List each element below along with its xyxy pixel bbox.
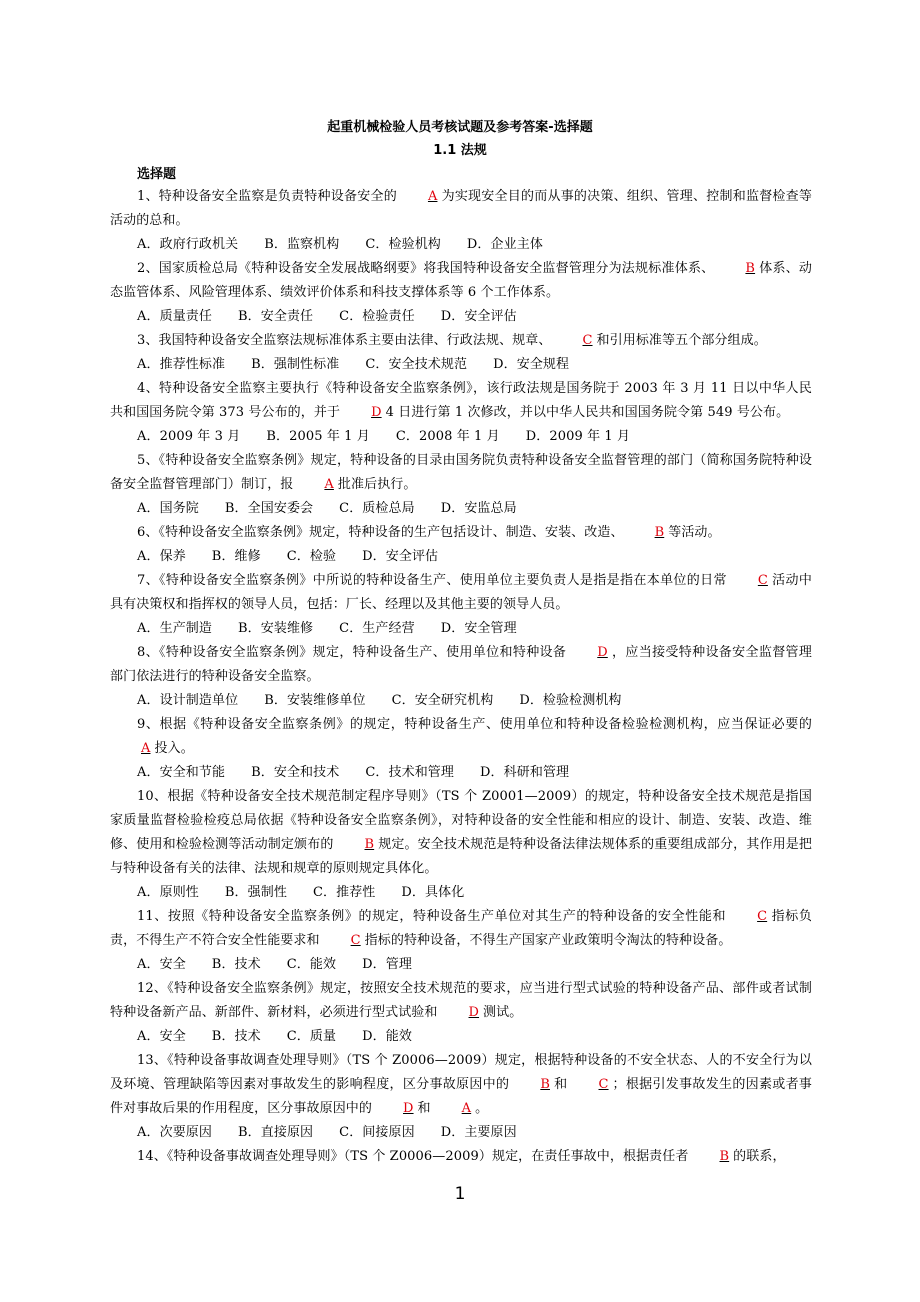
answer-blank: C (350, 933, 361, 948)
answer-blank: D (468, 1005, 480, 1020)
options-3 (110, 353, 812, 377)
answer-blank: B (540, 1077, 550, 1092)
option-item: D．安全评估 (440, 309, 517, 324)
question-12: 12、《特种设备安全监察条例》规定，按照安全技术规范的要求，应当进行型式试验的特种设备产品、部件或者试制特种设备新产品、新部件、新材料，必须进行型式试验和 D 测试。 (110, 977, 812, 1025)
options-1 (110, 233, 812, 257)
option-item: D．安全管理 (440, 621, 517, 636)
question-8: 8、《特种设备安全监察条例》规定，特种设备生产、使用单位和特种设备 D ，应当接受特种设备安全监督管理部门依法进行的特种设备安全监察。 (110, 641, 812, 689)
option-item: D．2009 年 1 月 (525, 429, 631, 444)
section-heading: 选择题 (137, 167, 177, 182)
question-11: 11、按照《特种设备安全监察条例》的规定，特种设备生产单位对其生产的特种设备的安全性能和 C 指标负责，不得生产不符合安全性能要求和 C 指标的特种设备，不得生产国家产业政策明令淘汰的特种设备。 (110, 905, 812, 953)
option-item: C．安全研究机构 (391, 693, 494, 708)
option-item: A．国务院 (137, 501, 199, 516)
question-1: 1、特种设备安全监察是负责特种设备安全的 A 为实现安全目的而从事的决策、组织、管理、控制和监督检查等活动的总和。 (110, 185, 812, 233)
options-4 (110, 425, 812, 449)
option-item: A．生产制造 (137, 621, 212, 636)
option-item: D．安全规程 (493, 357, 570, 372)
options-2 (110, 305, 812, 329)
option-item: B．全国安委会 (224, 501, 314, 516)
option-item: C．质检总局 (339, 501, 415, 516)
answer-blank: B (719, 1149, 730, 1164)
options-8 (110, 689, 812, 713)
answer-blank: A (427, 189, 438, 204)
answer-blank: D (371, 405, 382, 420)
option-item: B．安全责任 (238, 309, 314, 324)
section-title: 1.1 法规 (433, 143, 487, 158)
option-item: A．设计制造单位 (137, 693, 239, 708)
question-3: 3、我国特种设备安全监察法规标准体系主要由法律、行政法规、规章、 C 和引用标准等五个部分组成。 (110, 329, 812, 353)
question-2: 2、国家质检总局《特种设备安全发展战略纲要》将我国特种设备安全监督管理分为法规标准体系、 B 体系、动态监管体系、风险管理体系、绩效评价体系和科技支撑体系等 6 个工作体系。 (110, 257, 812, 305)
option-item: C．安全技术规范 (365, 357, 468, 372)
option-item: B．强制性标准 (251, 357, 340, 372)
option-item: C．推荐性 (312, 885, 376, 900)
options-11: A．安全 B．技术 C．能效 D．管理 (137, 957, 412, 972)
option-item: C．检验 (286, 549, 337, 564)
option-item: A．安全和节能 (137, 765, 226, 780)
question-6: 6、《特种设备安全监察条例》规定，特种设备的生产包括设计、制造、安装、改造、 B 等活动。 (110, 521, 812, 545)
option-item: A．政府行政机关 (137, 237, 239, 252)
answer-blank: B (654, 525, 665, 540)
options-5 (110, 497, 812, 521)
option-item: A．2009 年 3 月 (137, 429, 241, 444)
option-item: D．检验检测机构 (519, 693, 622, 708)
option-item: A．质量责任 (137, 309, 212, 324)
options-13: A．次要原因 B．直接原因 C．间接原因 D．主要原因 (137, 1125, 517, 1140)
option-item: B．安装维修 (238, 621, 314, 636)
option-item: C．检验责任 (339, 309, 415, 324)
option-item: D．安监总局 (440, 501, 517, 516)
options-10 (110, 881, 812, 905)
option-item: D．企业主体 (466, 237, 543, 252)
question-7: 7、《特种设备安全监察条例》中所说的特种设备生产、使用单位主要负责人是指是指在本单位的日常 C 活动中具有决策权和指挥权的领导人员，包括：厂长、经理以及其他主要的领导人员。 (110, 569, 812, 617)
option-item: B．安全和技术 (251, 765, 340, 780)
answer-blank: A (324, 477, 334, 492)
answer-blank: D (597, 645, 608, 660)
answer-blank: B (745, 261, 756, 276)
answer-blank: C (598, 1077, 609, 1092)
option-item: A．推荐性标准 (137, 357, 226, 372)
question-9: 9、根据《特种设备安全监察条例》的规定，特种设备生产、使用单位和特种设备检验检测机构，应当保证必要的A 投入。 (110, 713, 812, 761)
question-10: 10、根据《特种设备安全技术规范制定程序导则》（TS 个 Z0001—2009）的规定，特种设备安全技术规范是指国家质量监督检验检疫总局依据《特种设备安全监察条例》，对特种设备的安全性能和相应的设计、制造、安装、改造、维修、使用和检验检测等活动制定颁布的 B 规定。安全技术规范是特种设备法律法规体系的重要组成部分，其作用是把与特种设备有关的法律、法规和规章的原则规定具体化。 (110, 789, 812, 876)
answer-blank: C (757, 909, 768, 924)
option-item: B．安装维修单位 (264, 693, 366, 708)
answer-blank: B (364, 837, 375, 852)
question-13: 13、《特种设备事故调查处理导则》（TS 个 Z0006—2009）规定，根据特种设备的不安全状态、人的不安全行为以及环境、管理缺陷等因素对事故发生的影响程度，区分事故原因中的 B 和 C ；根据引发事故发生的因素或者事件对事故后果的作用程度，区分事故原因中的 D 和 A 。 (110, 1049, 812, 1121)
question-14: 14、《特种设备事故调查处理导则》（TS 个 Z0006—2009）规定，在责任事故中，根据责任者 B 的联系， (110, 1145, 812, 1169)
option-item: A．保养 (137, 549, 186, 564)
answer-blank: D (403, 1101, 414, 1116)
document-title: 起重机械检验人员考核试题及参考答案-选择题 (327, 120, 593, 135)
question-4: 4、特种设备安全监察主要执行《特种设备安全监察条例》，该行政法规是国务院于 2003 年 3 月 11 日以中华人民共和国国务院令第 373 号公布的，并于 D 4 日进行第 1 次修改，并以中华人民共和国国务院令第 549 号公布。 (110, 377, 812, 425)
options-6 (110, 545, 812, 569)
page-number: 1 (454, 1184, 466, 1204)
question-list (110, 185, 812, 1169)
option-item: C．技术和管理 (365, 765, 455, 780)
option-item: D．科研和管理 (480, 765, 570, 780)
answer-blank: A (141, 741, 151, 756)
options-7 (110, 617, 812, 641)
question-5: 5、《特种设备安全监察条例》规定，特种设备的目录由国务院负责特种设备安全监督管理的部门（简称国务院特种设备安全监督管理部门）制订，报 A 批准后执行。 (110, 449, 812, 497)
option-item: D．具体化 (401, 885, 465, 900)
options-12: A．安全 B．技术 C．质量 D．能效 (137, 1029, 412, 1044)
options-9 (110, 761, 812, 785)
option-item: B．监察机构 (264, 237, 340, 252)
answer-blank: C (582, 333, 593, 348)
option-item: C．2008 年 1 月 (395, 429, 500, 444)
option-item: A．原则性 (137, 885, 199, 900)
option-item: B．强制性 (224, 885, 287, 900)
option-item: B．2005 年 1 月 (266, 429, 370, 444)
option-item: C．检验机构 (365, 237, 441, 252)
answer-blank: C (757, 573, 768, 588)
option-item: C．生产经营 (339, 621, 415, 636)
option-item: B．维修 (211, 549, 261, 564)
answer-blank: A (461, 1101, 472, 1116)
option-item: D．安全评估 (362, 549, 439, 564)
